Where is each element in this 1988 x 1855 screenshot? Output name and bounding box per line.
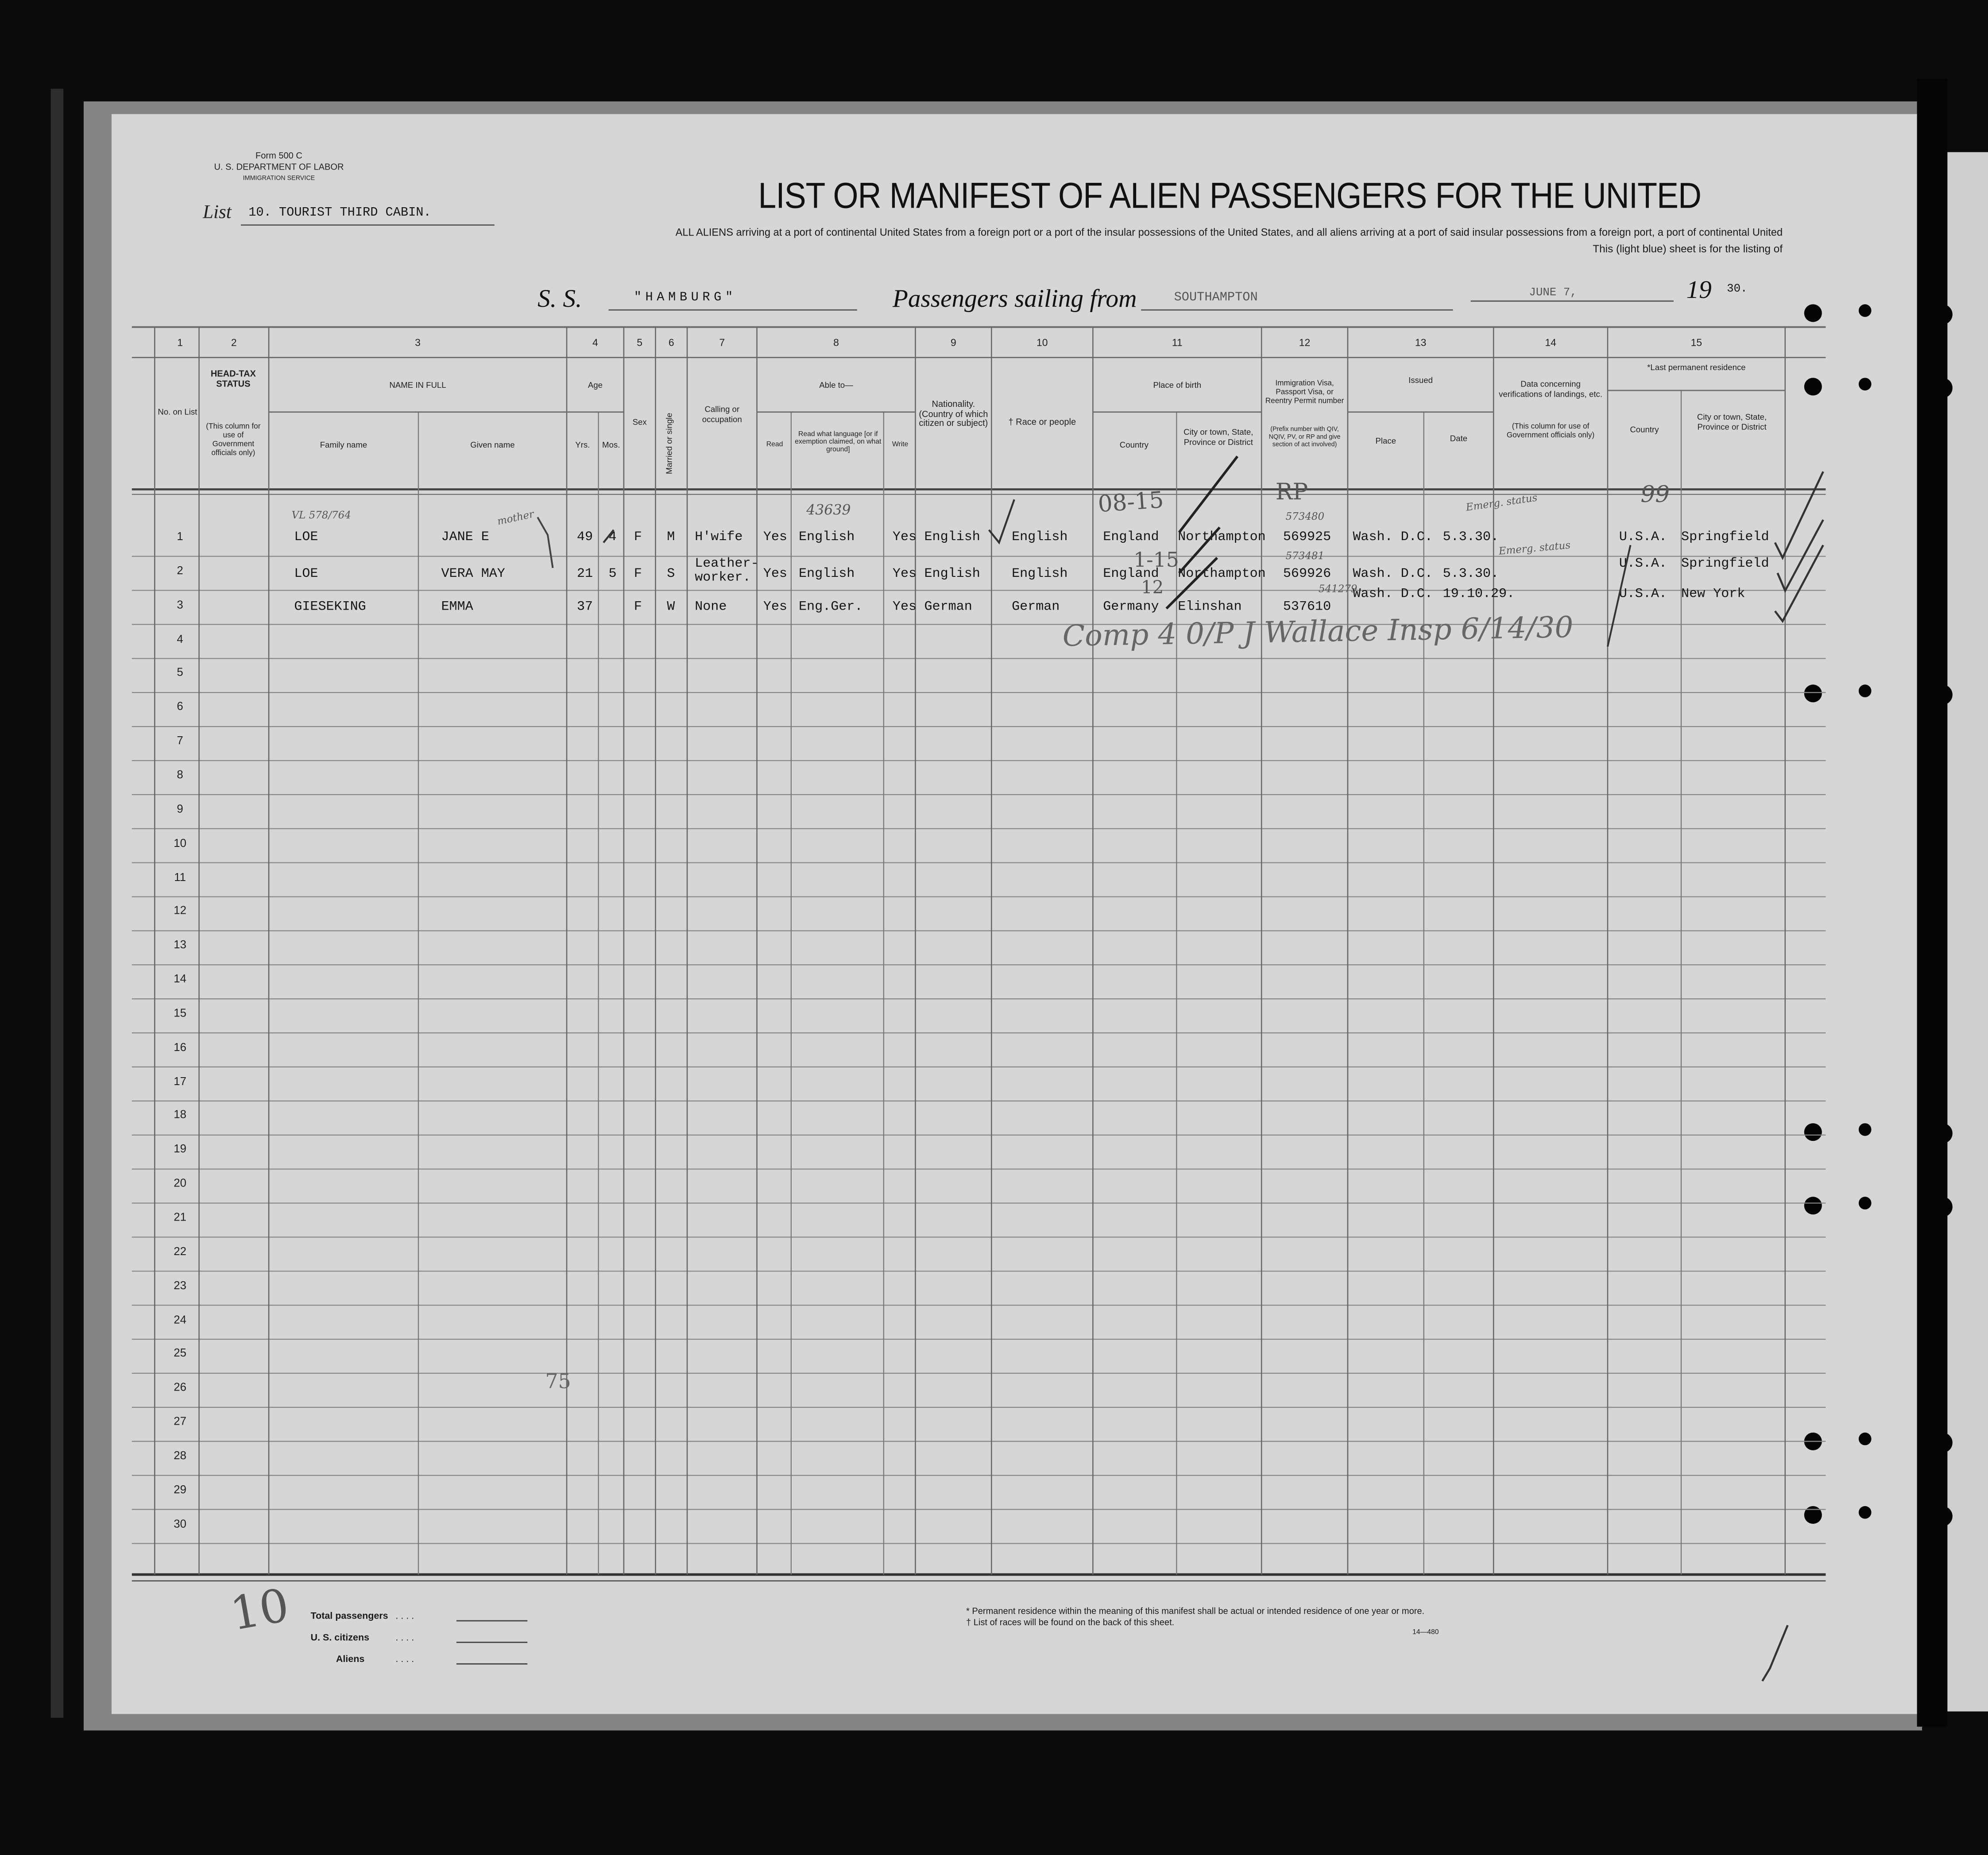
handwritten-birth-note: 12 (1141, 578, 1164, 599)
calling: H'wife (695, 529, 743, 545)
list-value: 10. TOURIST THIRD CABIN. (248, 206, 431, 221)
residence-country: U.S.A. (1619, 587, 1667, 603)
row-number: 22 (174, 1244, 186, 1258)
footnote-residence: * Permanent residence within the meaning of this manifest shall be actual or intended residence of one year or more. (966, 1607, 1425, 1616)
row-number: 19 (174, 1142, 186, 1156)
issue-date: 5.3.30. (1443, 566, 1499, 582)
header-age: Age (588, 381, 603, 390)
handwritten-visa-type: RP (1275, 479, 1308, 506)
form-number: Form 500 C (255, 152, 302, 161)
ship-name: "HAMBURG" (634, 291, 737, 306)
row-number: 2 (177, 564, 183, 577)
row-number: 1 (177, 529, 183, 543)
row-number: 30 (174, 1517, 186, 1530)
handwritten-footer-mark: 10 (226, 1580, 293, 1642)
given-name: EMMA (441, 599, 473, 615)
intro-line-1: ALL ALIENS arriving at a port of continental United States from a foreign port or a port of the insular possessions of the United States, and all aliens arriving at a port of said insular possessions from a foreign port, a port of continental United (675, 225, 1783, 239)
us-citizens-field (456, 1642, 527, 1643)
header-read-language: Read what language [or if exemption claimed, on what ground] (795, 431, 882, 455)
header-verification-note: (This column for use of Government officials only) (1506, 423, 1595, 440)
race: English (1012, 566, 1068, 582)
header-name-in-full: NAME IN FULL (389, 381, 446, 390)
year-suffix: 30. (1727, 282, 1748, 296)
nationality: English (924, 566, 980, 582)
age-months: 4 (608, 529, 617, 545)
header-mos: Mos. (602, 441, 620, 450)
row-number: 26 (174, 1381, 186, 1394)
residence-country: U.S.A. (1619, 556, 1667, 572)
row-number: 20 (174, 1176, 186, 1190)
header-issued: Issued (1408, 376, 1433, 386)
handwritten-birth-note: 1-15 (1133, 548, 1179, 572)
header-verification: Data concerning verifications of landings, etc. (1499, 380, 1602, 399)
header-calling: Calling or occupation (702, 406, 742, 424)
issue-place: Wash. D.C. (1353, 566, 1433, 582)
column-number: 8 (833, 337, 839, 349)
column-number: 6 (668, 337, 674, 349)
handwritten-birth-note: 08-15 (1097, 487, 1165, 518)
header-residence-city: City or town, State, Province or District (1697, 413, 1767, 432)
handwritten-vl-note: VL 578/764 (291, 510, 351, 521)
row-number: 13 (174, 938, 186, 951)
birth-country: England (1103, 566, 1159, 582)
sex: F (634, 566, 642, 582)
column-number: 4 (592, 337, 598, 349)
row-number: 18 (174, 1108, 186, 1121)
header-head-tax-note: (This column for use of Government officials only) (206, 423, 261, 458)
column-number: 3 (415, 337, 421, 349)
header-residence-country: Country (1630, 426, 1659, 435)
handwritten-read-note: 43639 (806, 502, 851, 519)
family-name: LOE (294, 566, 318, 582)
read-language: Eng.Ger. (799, 599, 863, 615)
header-nationality: Nationality. (Country of which citizen or subject) (919, 400, 988, 429)
row-number: 7 (177, 734, 183, 747)
dot-leader: . . . . (395, 1610, 414, 1622)
residence-country: U.S.A. (1619, 529, 1667, 545)
row-number: 12 (174, 904, 186, 917)
visa-number: 569926 (1283, 566, 1331, 582)
sailing-date: JUNE 7, (1529, 286, 1577, 299)
can-write: Yes (892, 599, 917, 615)
given-name: VERA MAY (441, 566, 505, 582)
form-code: 14—480 (1412, 1629, 1439, 1637)
row-number: 29 (174, 1483, 186, 1496)
header-issue-date: Date (1450, 435, 1468, 444)
port-name: SOUTHAMPTON (1174, 291, 1258, 306)
issue-date: 5.3.30. (1443, 529, 1499, 545)
race: English (1012, 529, 1068, 545)
total-passengers-label: Total passengers (310, 1610, 388, 1622)
sex: F (634, 529, 642, 545)
service: IMMIGRATION SERVICE (243, 175, 315, 183)
marital-status: S (667, 566, 675, 582)
family-name: GIESEKING (294, 599, 366, 615)
family-name: LOE (294, 529, 318, 545)
marital-status: M (667, 529, 675, 545)
header-place-of-birth: Place of birth (1153, 381, 1202, 390)
check-mark (989, 499, 1014, 542)
header-no-on-list: No. on List (158, 408, 197, 417)
column-number: 10 (1037, 337, 1048, 349)
birth-city: Northampton (1178, 566, 1266, 582)
age-years: 37 (576, 599, 593, 615)
column-number: 11 (1172, 337, 1183, 349)
header-family-name: Family name (320, 441, 367, 450)
header-race: † Race or people (1008, 418, 1076, 428)
row-number: 4 (177, 632, 183, 645)
handwritten-country-mark: 99 (1640, 482, 1670, 509)
check-mark (1608, 545, 1631, 646)
handwritten-visa-note: 573481 (1285, 550, 1325, 562)
row-number: 9 (177, 802, 183, 815)
check-mark (1762, 1625, 1787, 1681)
marital-status: W (667, 599, 675, 615)
check-mark (1179, 456, 1238, 533)
department: U. S. DEPARTMENT OF LABOR (214, 163, 344, 173)
header-given-name: Given name (470, 441, 515, 450)
row-number: 3 (177, 598, 183, 611)
can-read: Yes (763, 599, 787, 615)
intro-line-2: This (light blue) sheet is for the listing of (1593, 242, 1783, 255)
birth-country: England (1103, 529, 1159, 545)
header-birth-city: City or town, State, Province or District (1184, 428, 1253, 447)
row-number: 17 (174, 1074, 186, 1087)
check-mark (1775, 471, 1823, 558)
row-number: 24 (174, 1313, 186, 1326)
row-number: 25 (174, 1347, 186, 1360)
row-number: 28 (174, 1449, 186, 1462)
can-read: Yes (763, 566, 787, 582)
ss-label: S. S. (538, 285, 582, 313)
row-number: 10 (174, 836, 186, 849)
nationality: German (924, 599, 972, 615)
read-language: English (799, 566, 855, 582)
issue-place: Wash. D.C. (1353, 587, 1433, 603)
check-mark (603, 529, 617, 545)
column-number: 9 (950, 337, 956, 349)
row-number: 16 (174, 1040, 186, 1053)
column-number: 14 (1545, 337, 1556, 349)
row-number: 15 (174, 1006, 186, 1019)
birth-city: Elinshan (1178, 599, 1242, 615)
row-number: 8 (177, 768, 183, 781)
can-read: Yes (763, 529, 787, 545)
handwritten-page-mark: 75 (545, 1369, 571, 1394)
sex: F (634, 599, 642, 615)
row-number: 6 (177, 700, 183, 713)
birth-country: Germany (1103, 599, 1159, 615)
year-prefix: 19 (1686, 276, 1712, 305)
column-number: 15 (1690, 337, 1702, 349)
header-issue-place: Place (1375, 437, 1396, 446)
can-write: Yes (892, 566, 917, 582)
handwritten-mother-note: mother (496, 508, 535, 528)
row-number: 11 (174, 870, 186, 883)
header-married-text: Married or single (665, 413, 675, 474)
check-mark (1166, 558, 1217, 609)
header-visa: Immigration Visa, Passport Visa, or Reentry Permit number (1265, 380, 1344, 406)
age-years: 21 (576, 566, 593, 582)
list-label: List (203, 203, 232, 223)
header-write: Write (892, 441, 909, 449)
handwritten-visa-note: 573480 (1285, 510, 1325, 522)
row-number: 14 (174, 972, 186, 985)
header-read: Read (766, 441, 783, 449)
bracket-mark (538, 517, 553, 568)
column-number: 7 (719, 337, 725, 349)
footnote-races: † List of races will be found on the back of this sheet. (966, 1619, 1175, 1628)
visa-number: 569925 (1283, 529, 1331, 545)
issue-place: Wash. D.C. (1353, 529, 1433, 545)
us-citizens-label: U. S. citizens (310, 1631, 370, 1643)
header-sex: Sex (632, 418, 647, 428)
nationality: English (924, 529, 980, 545)
race: German (1012, 599, 1060, 615)
manifest-title: LIST OR MANIFEST OF ALIEN PASSENGERS FOR THE UNITED (758, 176, 1701, 217)
column-number: 13 (1415, 337, 1427, 349)
header-visa-note: (Prefix number with QIV, NQIV, PV, or RP and give section of act involved) (1269, 426, 1341, 449)
aliens-field (456, 1663, 527, 1665)
can-write: Yes (892, 529, 917, 545)
read-language: English (799, 529, 855, 545)
total-passengers-field (456, 1620, 527, 1622)
header-birth-country: Country (1119, 441, 1149, 450)
row-number: 21 (174, 1210, 186, 1224)
given-name: JANE E (441, 529, 489, 545)
row-number: 23 (174, 1279, 186, 1292)
row-number: 5 (177, 666, 183, 679)
handwritten-status-note: Emerg. status (1498, 539, 1571, 557)
check-mark (1179, 527, 1220, 573)
residence-city: Springfield (1681, 556, 1769, 572)
residence-city: Springfield (1681, 529, 1769, 545)
column-number: 2 (231, 337, 237, 349)
issue-date: 19.10.29. (1443, 587, 1515, 603)
header-head-tax: HEAD-TAX STATUS (210, 370, 256, 389)
inspector-signature: Comp 4 0/P J Wallace Insp 6/14/30 (1062, 611, 1574, 654)
header-able-to: Able to— (819, 381, 853, 390)
calling: Leather-worker. (695, 556, 759, 586)
age-months: 5 (608, 566, 617, 582)
calling: None (695, 599, 727, 615)
residence-city: New York (1681, 587, 1745, 603)
birth-city: Northampton (1178, 529, 1266, 545)
handwritten-visa-note: 541279 (1319, 583, 1358, 595)
header-yrs: Yrs. (575, 441, 590, 450)
aliens-label: Aliens (336, 1653, 365, 1665)
row-number: 27 (174, 1414, 186, 1428)
dot-leader: . . . . (395, 1653, 414, 1665)
visa-number: 537610 (1283, 599, 1331, 615)
column-number: 1 (177, 337, 183, 349)
column-number: 5 (637, 337, 642, 349)
sailing-label: Passengers sailing from (892, 285, 1137, 313)
age-years: 49 (576, 529, 593, 545)
dot-leader: . . . . (395, 1631, 414, 1643)
handwritten-status-note: Emerg. status (1465, 492, 1538, 514)
header-last-residence: *Last permanent residence (1647, 363, 1746, 373)
column-number: 12 (1299, 337, 1311, 349)
